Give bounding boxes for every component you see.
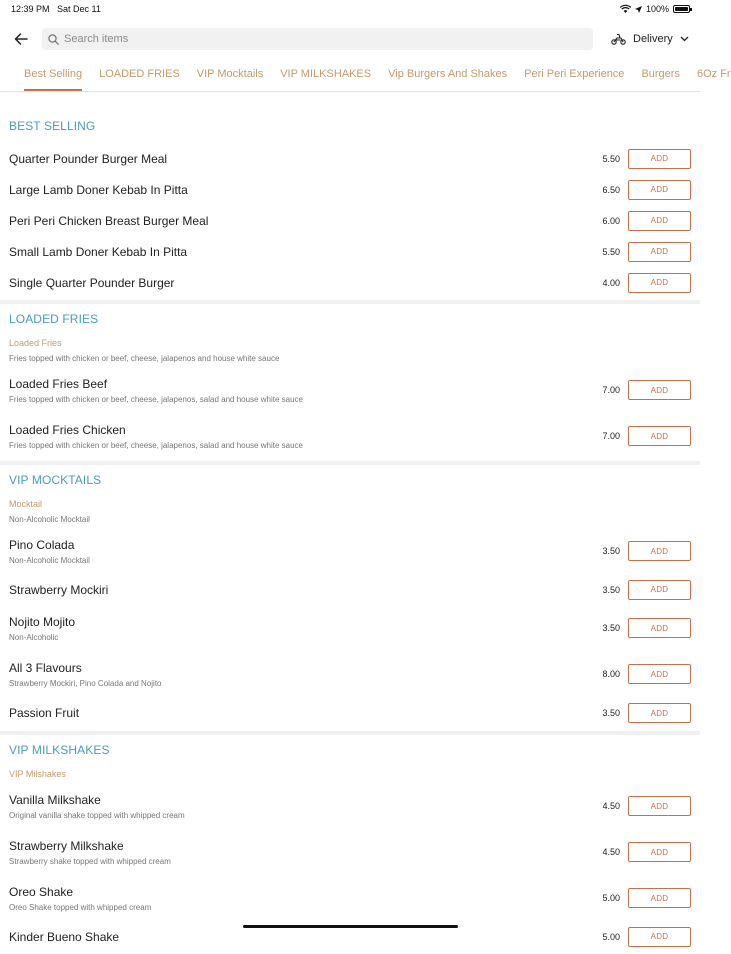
tab-peri-peri-experience[interactable]: Peri Peri Experience [524,68,625,80]
add-button[interactable]: ADD [628,211,691,231]
menu-item [0,651,700,697]
home-indicator[interactable] [243,925,458,928]
location-icon [635,6,642,13]
category-tabs [0,60,731,92]
item-price: 6.50 [602,184,620,195]
item-name: Quarter Pounder Burger Meal [9,151,168,166]
top-bar [0,18,700,60]
menu-item [0,143,700,174]
item-name: Pino Colada [9,537,75,552]
section-subheader [0,493,700,528]
add-button[interactable]: ADD [628,541,691,561]
menu-item [0,367,700,413]
menu-item [0,697,700,729]
delivery-selector[interactable] [611,33,689,45]
status-date: Sat Dec 11 [57,4,101,14]
add-button[interactable]: ADD [628,380,691,400]
menu-item [0,605,700,651]
menu-item [0,174,700,205]
item-price: 3.50 [602,584,620,595]
item-description: Fries topped with chicken or beef, cheese, jalapenos, salad and house white sauce [9,394,303,404]
menu-content [0,92,700,954]
status-bar [0,0,700,18]
menu-item [0,875,700,921]
section-title: LOADED FRIES [9,312,99,326]
item-description: Original vanilla shake topped with whipped cream [9,810,185,820]
delivery-label: Delivery [633,33,673,45]
item-name: Strawberry Mockiri [9,582,109,597]
item-name: Nojito Mojito [9,614,76,629]
item-name: Large Lamb Doner Kebab In Pitta [9,182,188,197]
menu-item [0,574,700,605]
tab-burgers[interactable]: Burgers [641,68,680,80]
item-name: Strawberry Milkshake [9,838,124,853]
item-price: 5.00 [602,931,620,942]
add-button[interactable]: ADD [628,242,691,262]
scooter-icon [611,33,626,45]
item-name: Peri Peri Chicken Breast Burger Meal [9,213,209,228]
tab-loaded-fries[interactable]: LOADED FRIES [99,68,180,80]
item-name: Oreo Shake [9,884,74,899]
add-button[interactable]: ADD [628,180,691,200]
menu-item [0,528,700,574]
item-name: Vanilla Milkshake [9,792,101,807]
section-vip-mocktails [0,465,700,735]
item-description: Non-Alcoholic Mocktail [9,555,90,565]
section-vip-milkshakes [0,735,700,954]
item-description: Strawberry shake topped with whipped cream [9,856,171,866]
battery-percent: 100% [645,4,669,14]
tab-6oz-fries[interactable]: 6Oz Fr [696,68,731,80]
item-price: 6.00 [602,215,620,226]
add-button[interactable]: ADD [628,426,691,446]
item-price: 5.50 [602,153,620,164]
add-button[interactable]: ADD [628,664,691,684]
sub-title: VIP Milshakes [9,769,66,779]
menu-item [0,413,700,459]
item-price: 4.00 [602,277,620,288]
search-input[interactable] [64,33,593,45]
search-box[interactable] [42,28,593,50]
add-button[interactable]: ADD [628,618,691,638]
item-name: Loaded Fries Chicken [9,422,126,437]
tab-best-selling[interactable]: Best Selling [24,60,82,91]
item-description: Non-Alcoholic [9,632,59,642]
sub-title: Loaded Fries [9,338,62,348]
wifi-icon [620,5,631,13]
item-price: 7.00 [602,431,620,441]
item-name: Kinder Bueno Shake [9,929,120,944]
add-button[interactable]: ADD [628,888,691,908]
add-button[interactable]: ADD [628,580,691,600]
item-name: Small Lamb Doner Kebab In Pitta [9,244,188,259]
section-subheader [0,763,700,783]
back-button[interactable] [12,30,30,48]
item-price: 4.50 [602,847,620,857]
status-left [11,4,101,14]
status-time: 12:39 PM [11,4,50,14]
search-icon [48,34,59,45]
menu-item [0,783,700,829]
section-title: VIP MILKSHAKES [9,743,110,757]
section-loaded-fries [0,304,700,465]
sub-description: Non-Alcoholic Mocktail [9,515,90,524]
add-button[interactable]: ADD [628,842,691,862]
item-description: Oreo Shake topped with whipped cream [9,902,152,912]
sub-description: Fries topped with chicken or beef, cheese, jalapenos and house white sauce [9,354,280,363]
menu-item [0,205,700,236]
item-name: Single Quarter Pounder Burger [9,275,175,290]
item-name: Loaded Fries Beef [9,376,108,391]
battery-icon [673,5,690,13]
arrow-left-icon [14,33,28,45]
item-price: 3.50 [602,708,620,718]
tab-vip-burgers-and-shakes[interactable]: Vip Burgers And Shakes [388,68,508,80]
item-price: 3.50 [602,623,620,633]
add-button[interactable]: ADD [628,149,691,169]
section-subheader [0,332,700,367]
sub-title: Mocktail [9,499,43,509]
item-description: Strawberry Mockiri, Pino Colada and Nojito [9,678,162,688]
item-name: Passion Fruit [9,706,80,720]
status-right [620,4,690,14]
item-price: 5.50 [602,246,620,257]
menu-item [0,267,700,298]
section-best-selling [0,102,700,304]
chevron-down-icon [680,36,689,42]
item-description: Fries topped with chicken or beef, cheese, jalapenos, salad and house white sauce [9,440,303,450]
section-title: BEST SELLING [9,119,96,133]
section-title: VIP MOCKTAILS [9,473,102,487]
add-button[interactable]: ADD [628,703,691,723]
item-price: 3.50 [602,546,620,556]
add-button[interactable]: ADD [628,273,691,293]
add-button[interactable]: ADD [628,796,691,816]
add-button[interactable]: ADD [628,927,691,947]
menu-item [0,236,700,267]
tab-vip-mocktails[interactable]: VIP Mocktails [196,68,264,80]
menu-item [0,829,700,875]
item-name: All 3 Flavours [9,660,82,675]
item-price: 8.00 [602,669,620,679]
item-price: 7.00 [602,385,620,395]
item-price: 5.00 [602,893,620,903]
item-price: 4.50 [602,801,620,811]
tab-vip-milkshakes[interactable]: VIP MILKSHAKES [280,68,372,80]
